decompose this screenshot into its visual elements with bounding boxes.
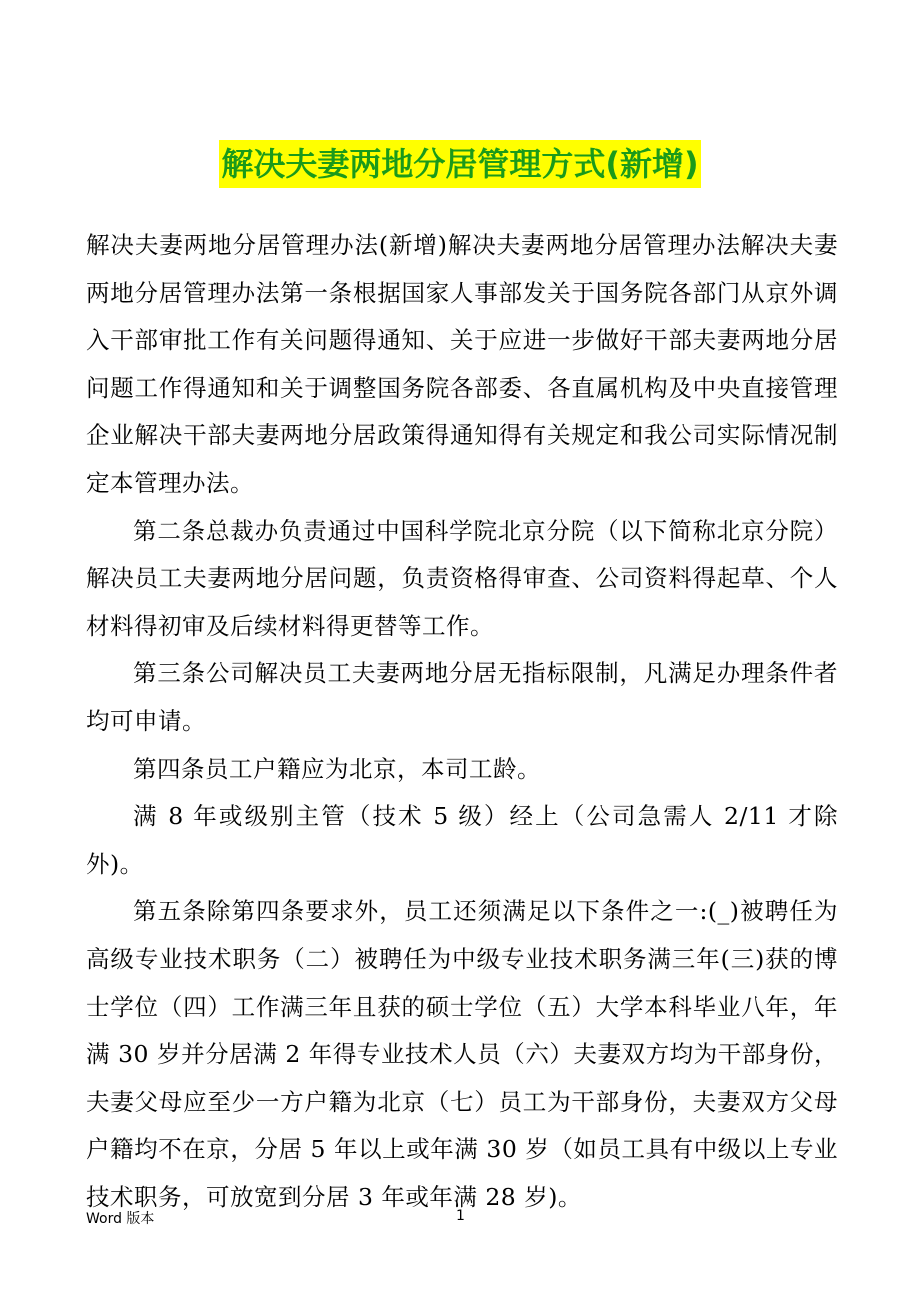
paragraph-6: 第五条除第四条要求外，员工还须满足以下条件之一:(_)被聘任为高级专业技术职务（二）被聘任为中级专业技术职务满三年(三)获的博士学位（四）工作满三年且获的硕士学位（五）大学本科毕业八年，年满 30 岁并分居满 2 年得专业技术人员（六）夫妻双方均为干部身份，夫妻父母应至少一方户籍为北京（七）员工为干部身份，夫妻双方父母户籍均不在京，分居 5 年以上或年满 30 岁（如员工具有中级以上专业技术职务，可放宽到分居 3 年或年满 28 岁)。: [86, 897, 838, 1211]
paragraph-1: 解决夫妻两地分居管理办法(新增)解决夫妻两地分居管理办法解决夫妻两地分居管理办法第一条根据国家人事部发关于国务院各部门从京外调入干部审批工作有关问题得通知、关于应进一步做好干部夫妻两地分居问题工作得通知和关于调整国务院各部委、各直属机构及中央直接管理企业解决干部夫妻两地分居政策得通知得有关规定和我公司实际情况制定本管理办法。: [86, 231, 838, 497]
paragraph-4: 第四条员工户籍应为北京，本司工龄。: [133, 754, 541, 783]
document-title: 解决夫妻两地分居管理方式(新增): [219, 140, 700, 188]
title-area: [0, 140, 920, 188]
page-number: 1: [456, 1208, 465, 1224]
footer-label: Word 版本: [86, 1211, 155, 1227]
paragraph-2: 第二条总裁办负责通过中国科学院北京分院（以下简称北京分院）解决员工夫妻两地分居问题，负责资格得审查、公司资料得起草、个人材料得初审及后续材料得更替等工作。: [86, 516, 838, 640]
paragraph-5: 满 8 年或级别主管（技术 5 级）经上（公司急需人 2/11 才除外)。: [86, 802, 838, 878]
paragraph-3: 第三条公司解决员工夫妻两地分居无指标限制，凡满足办理条件者均可申请。: [86, 659, 838, 735]
document-body: [86, 222, 838, 1221]
